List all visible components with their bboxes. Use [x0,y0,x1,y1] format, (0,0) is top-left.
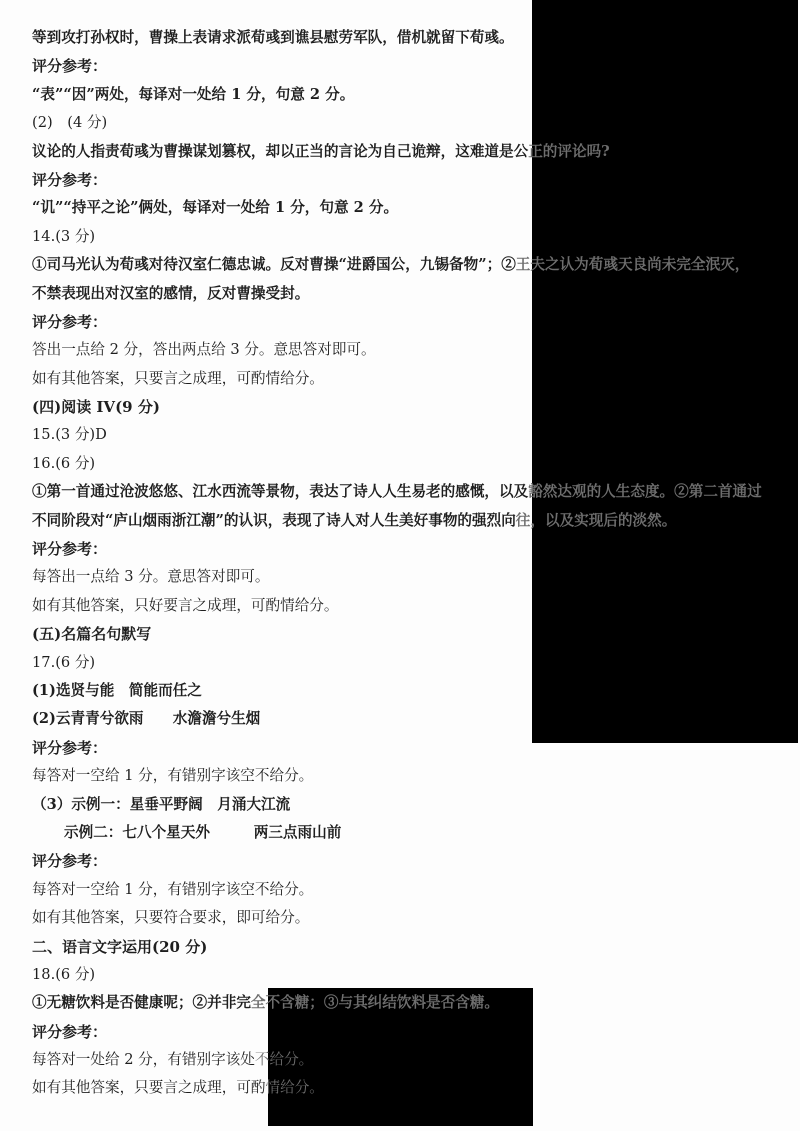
line-text-over-redaction: 正的评论吗? [528,142,610,160]
text-line [32,705,800,733]
text-line [32,620,800,648]
text-line [32,904,800,932]
line-text-over-redaction: 王夫之认为荀彧天良尚未完全泯灭， [515,256,750,274]
text-line [32,336,800,364]
line-text-over-redaction: 不给分。 [254,1051,314,1069]
line-text: 不禁表现出对汉室的感情，反对曹操受封。 [32,284,310,302]
line-text-over-redaction: 情给分。 [265,1079,324,1097]
line-text: 14.(3 分) [32,227,96,245]
text-line [32,989,800,1017]
line-text: 不同阶段对“庐山烟雨浙江潮”的认识，表现了诗人对人生美好事物的强烈向 [32,511,516,529]
text-line [32,649,800,677]
line-text: 答出一点给 2 分，答出两点给 3 分。意思答对即可。 [32,341,376,359]
line-text: (2)云青青兮欲雨 水澹澹兮生烟 [32,710,261,728]
line-text: 如有其他答案，只要符合要求，即可给分。 [32,909,310,927]
line-text: 评分参考： [32,57,108,76]
line-text: 每答对一空给 1 分，有错别字该空不给分。 [32,880,314,898]
text-line [32,280,800,308]
line-text: 评分参考： [32,1022,108,1041]
text-line [32,791,800,819]
text-line [32,762,800,790]
text-line [32,421,800,449]
line-text: (2) (4 分) [32,114,108,132]
line-text: 每答对一空给 1 分，有错别字该空不给分。 [32,767,314,785]
line-text: 17.(6 分) [32,653,96,671]
text-line [32,109,800,137]
text-line [32,1046,800,1074]
line-text: (四)阅读 IV(9 分) [32,398,160,417]
text-line [32,677,800,705]
line-text: “表”“因”两处，每译对一处给 1 分，句意 2 分。 [32,85,355,103]
line-text: 评分参考： [32,738,108,757]
line-text: 评分参考： [32,312,108,331]
text-line [32,563,800,591]
text-line [32,592,800,620]
line-text: 议论的人指责荀彧为曹操谋划篡权，却以正当的言论为自己诡辩，这难道是公 [32,142,529,160]
text-line [32,393,800,421]
line-text: 评分参考： [32,852,108,871]
line-text: ①司马光认为荀彧对待汉室仁德忠诚。反对曹操“进爵国公，九锡备物”；② [32,256,516,274]
line-text: 16.(6 分) [32,454,96,472]
line-text-over-redaction: 豁然达观的人生态度。②第二首通过 [528,483,762,501]
text-line [32,734,800,762]
text-line [32,81,800,109]
text-line [32,450,800,478]
line-text-over-redaction: 全不含糖；③与其纠结饮料是否含糖。 [250,994,500,1012]
text-line [32,194,800,222]
text-line [32,876,800,904]
text-line [32,819,800,847]
line-text: 每答对一处给 2 分，有错别字该处 [32,1051,255,1069]
text-line [32,478,800,506]
line-text: 15.(3 分)D [32,426,107,444]
text-line [32,961,800,989]
line-text: 18.(6 分) [32,965,96,983]
text-line [32,933,800,961]
line-text: “讥”“持平之论”俩处，每译对一处给 1 分，句意 2 分。 [32,199,399,217]
line-text: ①无糖饮料是否健康呢；②并非完 [32,994,251,1012]
line-text: 如有其他答案，只好要言之成理，可酌情给分。 [32,596,339,614]
line-text: 评分参考： [32,540,108,559]
line-text: 二、语言文字运用(20 分) [32,937,208,956]
text-line [32,1018,800,1046]
line-text: (五)名篇名句默写 [32,625,152,644]
text-line [32,52,800,80]
text-line [32,251,800,279]
line-text: 示例二：七八个星天外 两三点雨山前 [64,823,342,841]
text-line [32,847,800,875]
text-line [32,223,800,251]
text-line [32,166,800,194]
line-text: 等到攻打孙权时，曹操上表请求派荀彧到谯县慰劳军队，借机就留下荀彧。 [32,29,514,46]
text-line [32,1074,800,1102]
text-line [32,535,800,563]
text-line [32,365,800,393]
text-line [32,308,800,336]
line-text: (1)选贤与能 简能而任之 [32,681,202,699]
text-line [32,24,800,52]
line-text: 如有其他答案，只要言之成理，可酌 [32,1079,266,1097]
line-text: （3）示例一：星垂平野阔 月涌大江流 [32,795,291,813]
text-line [32,507,800,535]
text-line [32,138,800,166]
line-text: 评分参考： [32,170,108,189]
line-text: 每答出一点给 3 分。意思答对即可。 [32,568,270,586]
line-text: ①第一首通过沧波悠悠、江水西流等景物，表达了诗人人生易老的感慨，以及 [32,483,529,501]
line-text: 如有其他答案，只要言之成理，可酌情给分。 [32,369,324,387]
line-text-over-redaction: 往，以及实现后的淡然。 [515,511,677,529]
